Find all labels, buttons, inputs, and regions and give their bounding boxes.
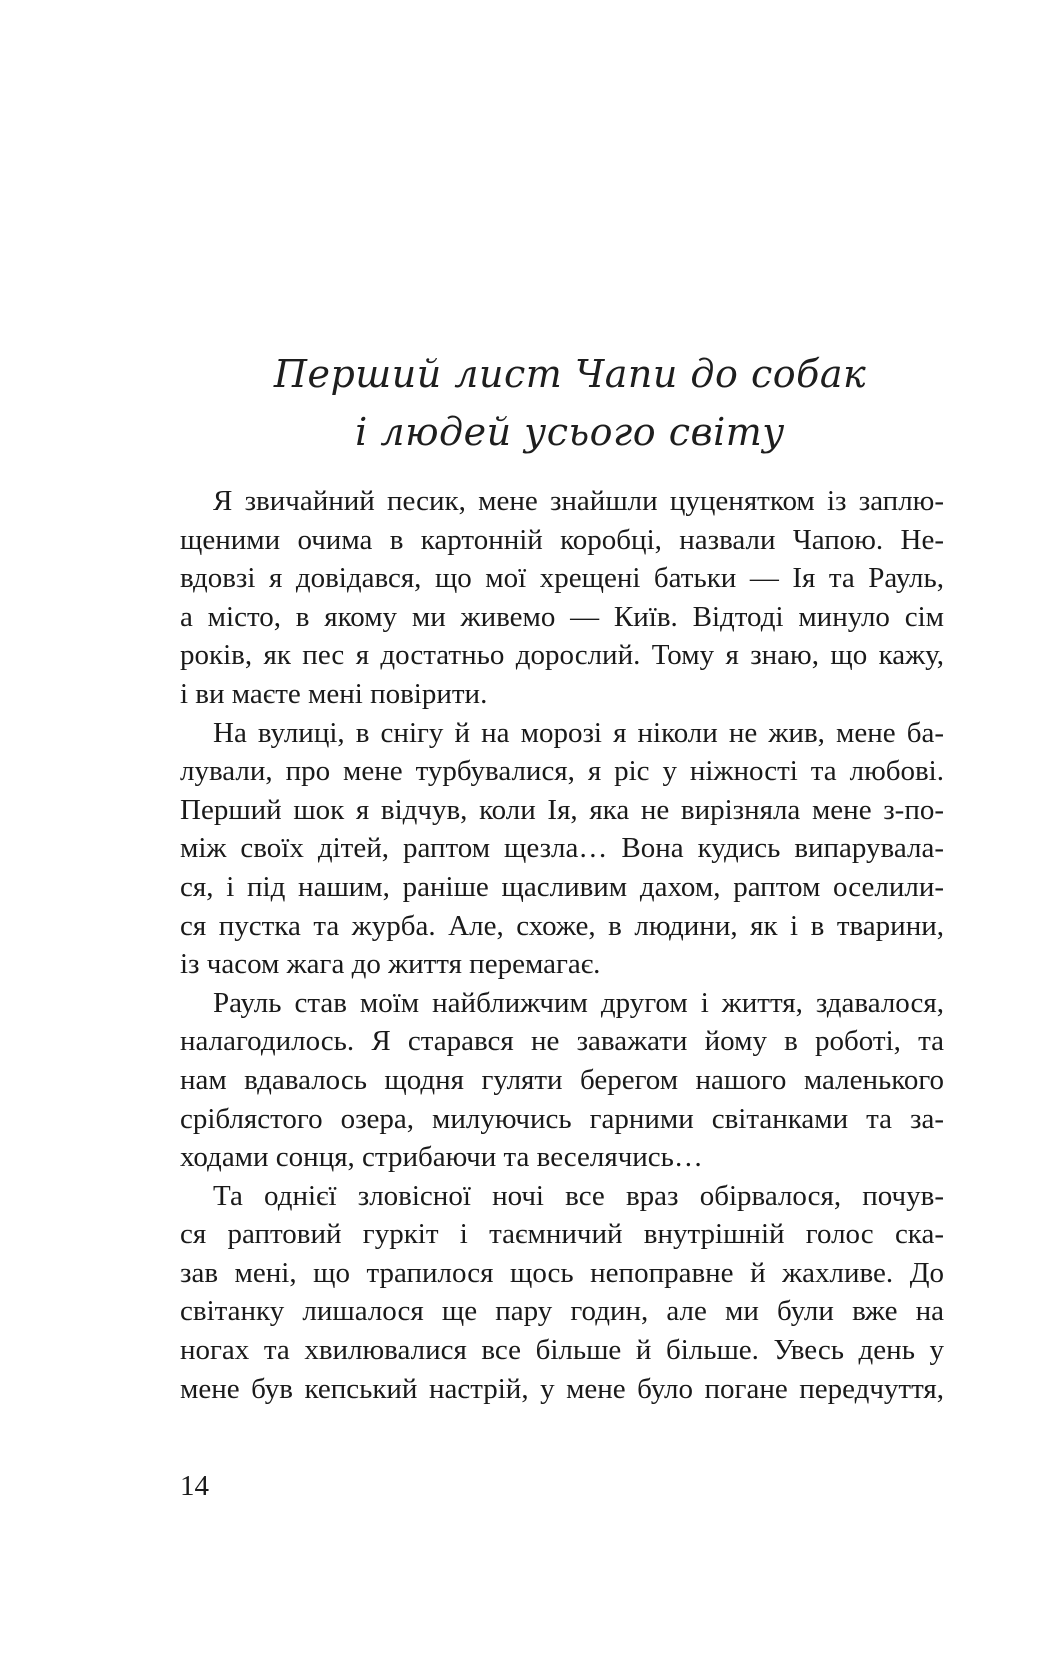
text-line: і ви маєте мені повірити. <box>180 677 488 710</box>
text-line: ходами сонця, стрибаючи та веселячись… <box>180 1141 703 1174</box>
text-line: щеними очима в картонній коробці, назвали Чапою. Не- <box>180 523 944 556</box>
text-line: ся, і під нашим, раніше щасливим дахом, раптом оселили- <box>180 870 944 903</box>
text-line: ногах та хвилювалися все більше й більше. Увесь день у <box>180 1334 944 1367</box>
text-line: На вулиці, в снігу й на морозі я ніколи не жив, мене ба- <box>213 716 944 749</box>
paragraph <box>180 482 944 714</box>
text-line: ся раптовий гуркіт і таємничий внутрішній голос ска- <box>180 1218 944 1251</box>
text-line: вдовзі я довідався, що мої хрещені батьки — Ія та Рауль, <box>180 562 944 595</box>
paragraph <box>180 1177 944 1409</box>
text-line: із часом жага до життя перемагає. <box>180 948 601 981</box>
text-line: Я звичайний песик, мене знайшли цуценятком із заплю- <box>213 485 944 517</box>
text-line: Перший шок я відчув, коли Ія, яка не вирізняла мене з-по- <box>180 793 944 826</box>
chapter-title-line-1: Перший лист Чапи до собак <box>273 352 867 396</box>
text-line: світанку лишалося ще пару годин, але ми були вже на <box>180 1295 944 1328</box>
text-line: лували, про мене турбувалися, я ріс у ніжності та любові. <box>180 755 944 788</box>
text-line: зав мені, що трапилося щось непоправне й жахливе. До <box>180 1256 944 1289</box>
paragraph <box>180 714 944 984</box>
paragraph <box>180 984 944 1177</box>
text-line: Та однієї зловісної ночі все враз обірвалося, почув- <box>213 1179 944 1212</box>
page-number: 14 <box>180 1470 209 1502</box>
chapter-title <box>180 345 960 461</box>
text-line: нам вдавалось щодня гуляти берегом нашого маленького <box>180 1063 944 1096</box>
text-line: а місто, в якому ми живемо — Київ. Відтоді минуло сім <box>180 600 944 633</box>
body-text <box>180 482 944 1408</box>
text-line: мене був кепський настрій, у мене було погане передчуття, <box>180 1372 944 1405</box>
chapter-title-line-2: і людей усього світу <box>355 410 785 454</box>
text-line: Рауль став моїм найближчим другом і життя, здавалося, <box>213 986 944 1019</box>
text-line: сріблястого озера, милуючись гарними світанками та за- <box>180 1102 944 1135</box>
text-line: ся пустка та журба. Але, схоже, в людини, як і в тварини, <box>180 909 944 942</box>
text-line: налагодилось. Я старався не заважати йому в роботі, та <box>180 1025 944 1058</box>
text-line: між своїх дітей, раптом щезла… Вона кудись випарувала- <box>180 832 944 865</box>
text-line: років, як пес я достатньо дорослий. Тому я знаю, що кажу, <box>180 639 944 672</box>
